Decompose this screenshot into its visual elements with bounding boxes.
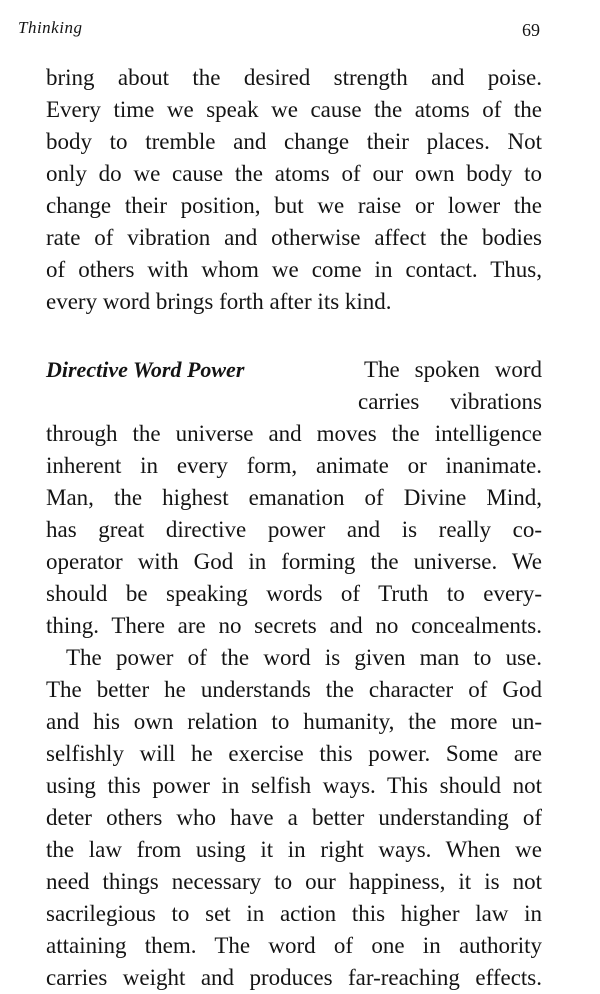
paragraph-3 [46, 642, 542, 994]
text-line: body to tremble and change their places. Not [46, 129, 542, 154]
text-line: The spoken word [364, 357, 542, 382]
text-line: operator with God in forming the universe. We [46, 549, 542, 574]
paragraph-1 [46, 62, 542, 318]
text-line: every word brings forth after its kind. [46, 289, 392, 314]
page-number: 69 [522, 20, 540, 40]
text-line: of others with whom we come in contact. Thus, [46, 257, 542, 282]
text-line: inherent in every form, animate or inanimate. [46, 453, 542, 478]
text-line: selfishly will he exercise this power. Some are [46, 741, 542, 766]
text-line: only do we cause the atoms of our own body to [46, 161, 542, 186]
section-directive-word-power [46, 354, 542, 642]
text-line: has great directive power and is really co- [46, 517, 542, 542]
section-heading: Directive Word Power [46, 357, 245, 382]
text-line: carries weight and produces far-reaching effects. [46, 965, 542, 990]
body-text [46, 62, 542, 994]
text-line: sacrilegious to set in action this higher law in [46, 901, 542, 926]
text-line: attaining them. The word of one in authority [46, 933, 542, 958]
running-head: Thinking [18, 18, 83, 37]
text-line: and his own relation to humanity, the more un- [46, 709, 542, 734]
text-line: need things necessary to our happiness, it is not [46, 869, 542, 894]
text-line: Every time we speak we cause the atoms of the [46, 97, 542, 122]
sidehead-row [46, 354, 542, 386]
text-line: Man, the highest emanation of Divine Mind, [46, 485, 542, 510]
sidehead-row [46, 386, 542, 418]
text-line: through the universe and moves the intelligence [46, 421, 542, 446]
text-line: The better he understands the character of God [46, 677, 542, 702]
text-line: thing. There are no secrets and no concealments. [46, 613, 542, 638]
text-line: deter others who have a better understanding of [46, 805, 542, 830]
text-line: the law from using it in right ways. When we [46, 837, 542, 862]
paragraph-gap [46, 318, 542, 354]
text-line: bring about the desired strength and poise. [46, 65, 542, 90]
text-line: rate of vibration and otherwise affect the bodies [46, 225, 542, 250]
text-line: should be speaking words of Truth to every- [46, 581, 542, 606]
text-line: The power of the word is given man to use. [66, 645, 542, 670]
text-line: using this power in selfish ways. This should not [46, 773, 542, 798]
text-line: carries vibrations [358, 389, 542, 414]
text-line: change their position, but we raise or lower the [46, 193, 542, 218]
